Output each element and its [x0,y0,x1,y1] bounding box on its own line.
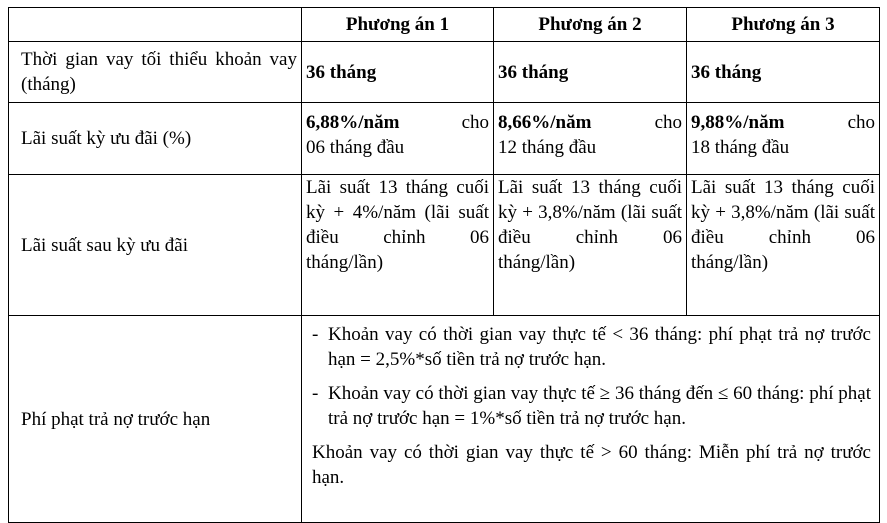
promo-rate-label: Lãi suất kỳ ưu đãi (%) [9,103,302,175]
prepay-fee-note: Khoản vay có thời gian vay thực tế > 60 tháng: Miễn phí trả nợ trước hạn. [312,442,871,488]
prepay-fee-item-2-text: Khoản vay có thời gian vay thực tế ≥ 36 tháng đến ≤ 60 tháng: phí phạt trả nợ trước hạn = 1%*số tiền trả nợ trước hạn. [328,383,871,429]
header-option-2: Phương án 2 [494,8,687,42]
list-bullet: - [312,383,319,404]
min-term-option-3: 36 tháng [687,42,880,103]
header-option-3: Phương án 3 [687,8,880,42]
min-term-option-2: 36 tháng [494,42,687,103]
header-option-1: Phương án 1 [302,8,494,42]
header-row [9,8,880,42]
min-term-option-1: 36 tháng [302,42,494,103]
list-bullet: - [312,324,319,345]
row-prepay-fee [9,316,880,523]
after-promo-option-3: Lãi suất 13 tháng cuối kỳ + 3,8%/năm (lãi suất điều chỉnh 06 tháng/lần) [687,175,880,316]
after-promo-label: Lãi suất sau kỳ ưu đãi [9,175,302,316]
row-after-promo [9,175,880,316]
min-term-label: Thời gian vay tối thiểu khoản vay (tháng) [9,42,302,103]
promo-rate-value-2: 8,66%/năm [498,112,592,133]
promo-rate-value-1: 6,88%/năm [306,112,400,133]
prepay-fee-item-2 [312,381,871,431]
promo-rate-word-1: cho [461,112,489,133]
promo-rate-option-2 [494,103,687,175]
promo-rate-word-3: cho [847,112,875,133]
promo-rate-option-1 [302,103,494,175]
row-min-term [9,42,880,103]
promo-rate-value-3: 9,88%/năm [691,112,785,133]
loan-comparison-table [8,7,880,523]
promo-rate-word-2: cho [654,112,682,133]
header-corner-cell [9,8,302,42]
after-promo-option-1: Lãi suất 13 tháng cuối kỳ + 4%/năm (lãi suất điều chỉnh 06 tháng/lần) [302,175,494,316]
promo-rate-period-2: 12 tháng đầu [498,137,597,158]
promo-rate-period-3: 18 tháng đầu [691,137,790,158]
promo-rate-option-3 [687,103,880,175]
promo-rate-period-1: 06 tháng đầu [306,137,405,158]
row-promo-rate [9,103,880,175]
prepay-fee-label: Phí phạt trả nợ trước hạn [9,316,302,523]
prepay-fee-item-1 [312,322,871,372]
prepay-fee-details [302,316,880,523]
prepay-fee-item-1-text: Khoản vay có thời gian vay thực tế < 36 tháng: phí phạt trả nợ trước hạn = 2,5%*số tiền trả nợ trước hạn. [328,324,871,370]
after-promo-option-2: Lãi suất 13 tháng cuối kỳ + 3,8%/năm (lãi suất điều chỉnh 06 tháng/lần) [494,175,687,316]
